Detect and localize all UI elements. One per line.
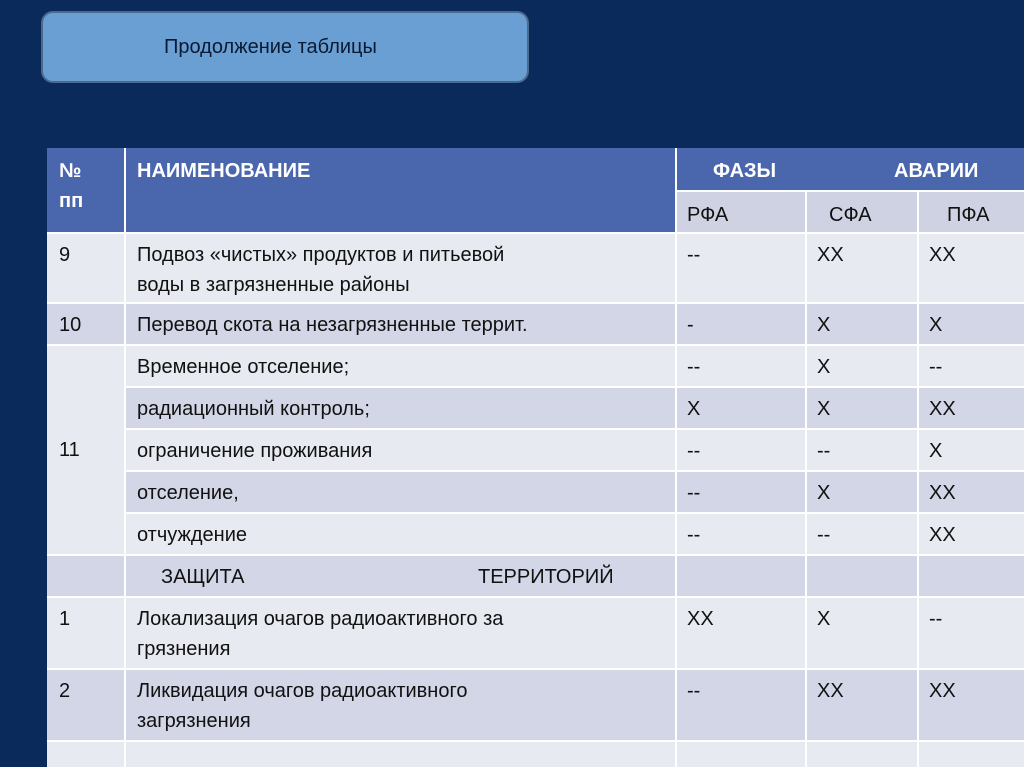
slide-title: Продолжение таблицы	[164, 35, 377, 58]
row-num-cell	[47, 302, 124, 344]
row-sfa-cell	[805, 596, 917, 668]
row-sfa-cell	[805, 470, 917, 512]
header-accident: АВАРИИ	[894, 160, 979, 182]
row-rfa-cell	[675, 344, 805, 386]
row-pfa-cell	[917, 668, 1024, 740]
row-name: Перевод скота на незагрязненные террит.	[137, 314, 528, 336]
header-rfa: РФА	[687, 204, 729, 226]
row-pfa-cell	[917, 470, 1024, 512]
row-pfa: ХХ	[929, 244, 956, 266]
section-heading-cell	[124, 554, 675, 596]
row-sfa-cell	[805, 344, 917, 386]
row-pfa: ХХ	[929, 680, 956, 702]
header-num: №	[59, 160, 82, 182]
row-sfa-cell	[805, 232, 917, 302]
row-name-cell	[124, 302, 675, 344]
row-name-cell	[124, 386, 675, 428]
title-box	[41, 11, 529, 83]
row-name-2: загрязнения	[137, 710, 251, 732]
row-rfa: --	[687, 356, 701, 378]
header-name-cell	[124, 148, 675, 232]
row-num: 9	[59, 244, 71, 266]
row-num-cell-merged	[47, 344, 124, 554]
row-pfa-cell	[917, 428, 1024, 470]
row-rfa-cell	[675, 302, 805, 344]
row-rfa-cell	[675, 554, 805, 596]
row-num: 1	[59, 608, 71, 630]
row-pfa-cell	[917, 554, 1024, 596]
row-pfa-cell	[917, 344, 1024, 386]
row-num-cell	[47, 232, 124, 302]
row-rfa-cell	[675, 740, 805, 767]
header-num-cell	[47, 148, 124, 232]
row-num-cell	[47, 596, 124, 668]
row-sfa-cell	[805, 668, 917, 740]
row-name: ограничение проживания	[137, 440, 373, 462]
row-sfa-cell	[805, 302, 917, 344]
row-rfa: ХХ	[687, 608, 714, 630]
row-name: Ликвидация очагов радиоактивного	[137, 680, 468, 702]
row-name: Локализация очагов радиоактивного за	[137, 608, 504, 630]
row-rfa: --	[687, 440, 701, 462]
header-sfa-cell	[805, 190, 917, 232]
row-rfa-cell	[675, 596, 805, 668]
row-sfa: ХХ	[817, 680, 844, 702]
row-name: отселение,	[137, 482, 239, 504]
row-sfa: Х	[817, 398, 831, 420]
row-pfa-cell	[917, 386, 1024, 428]
row-sfa: Х	[817, 314, 831, 336]
row-pfa-cell	[917, 232, 1024, 302]
row-pfa: Х	[929, 314, 943, 336]
row-sfa: Х	[817, 356, 831, 378]
row-pfa-cell	[917, 512, 1024, 554]
row-name: Подвоз «чистых» продуктов и питьевой	[137, 244, 505, 266]
header-rfa-cell	[675, 190, 805, 232]
row-rfa: --	[687, 524, 701, 546]
row-name: отчуждение	[137, 524, 247, 546]
row-name-cell	[124, 740, 675, 767]
header-name: НАИМЕНОВАНИЕ	[137, 160, 311, 182]
row-sfa: --	[817, 524, 831, 546]
row-name-cell	[124, 470, 675, 512]
header-phases: ФАЗЫ	[713, 160, 777, 182]
row-pfa: --	[929, 356, 943, 378]
row-rfa: --	[687, 680, 701, 702]
row-sfa-cell	[805, 512, 917, 554]
row-rfa-cell	[675, 386, 805, 428]
row-rfa: -	[687, 314, 694, 336]
section-heading-right: ТЕРРИТОРИЙ	[478, 566, 614, 588]
row-name-cell	[124, 512, 675, 554]
row-pfa-cell	[917, 596, 1024, 668]
row-pfa: ХХ	[929, 482, 956, 504]
row-rfa: Х	[687, 398, 701, 420]
header-num-2: пп	[59, 190, 84, 212]
header-sfa: СФА	[829, 204, 872, 226]
row-sfa: Х	[817, 482, 831, 504]
row-rfa: --	[687, 482, 701, 504]
row-rfa-cell	[675, 470, 805, 512]
row-num: 10	[59, 314, 82, 336]
row-rfa: --	[687, 244, 701, 266]
header-phases-cell	[675, 148, 1024, 190]
row-num: 11	[59, 439, 80, 461]
row-sfa-cell	[805, 386, 917, 428]
row-name-cell	[124, 344, 675, 386]
header-pfa-cell	[917, 190, 1024, 232]
row-rfa-cell	[675, 668, 805, 740]
row-pfa-cell	[917, 302, 1024, 344]
row-sfa-cell	[805, 428, 917, 470]
row-name-cell	[124, 596, 675, 668]
row-rfa-cell	[675, 232, 805, 302]
row-rfa-cell	[675, 428, 805, 470]
row-pfa: --	[929, 608, 943, 630]
row-name: Временное отселение;	[137, 356, 350, 378]
row-name-cell	[124, 232, 675, 302]
row-sfa-cell	[805, 740, 917, 767]
row-pfa-cell	[917, 740, 1024, 767]
row-pfa: ХХ	[929, 398, 956, 420]
row-num-cell	[47, 668, 124, 740]
row-rfa-cell	[675, 512, 805, 554]
section-heading-left: ЗАЩИТА	[161, 566, 245, 588]
row-name-cell	[124, 668, 675, 740]
row-num-cell	[47, 740, 124, 767]
row-name-2: воды в загрязненные районы	[137, 274, 410, 296]
row-name-2: грязнения	[137, 638, 231, 660]
row-sfa: --	[817, 440, 831, 462]
row-pfa: Х	[929, 440, 943, 462]
row-sfa-cell	[805, 554, 917, 596]
row-name-cell	[124, 428, 675, 470]
row-sfa: ХХ	[817, 244, 844, 266]
header-pfa: ПФА	[947, 204, 990, 226]
phases-table	[47, 148, 1024, 767]
row-sfa: Х	[817, 608, 831, 630]
row-name: радиационный контроль;	[137, 398, 370, 420]
row-pfa: ХХ	[929, 524, 956, 546]
row-num: 2	[59, 680, 71, 702]
row-num-cell	[47, 554, 124, 596]
